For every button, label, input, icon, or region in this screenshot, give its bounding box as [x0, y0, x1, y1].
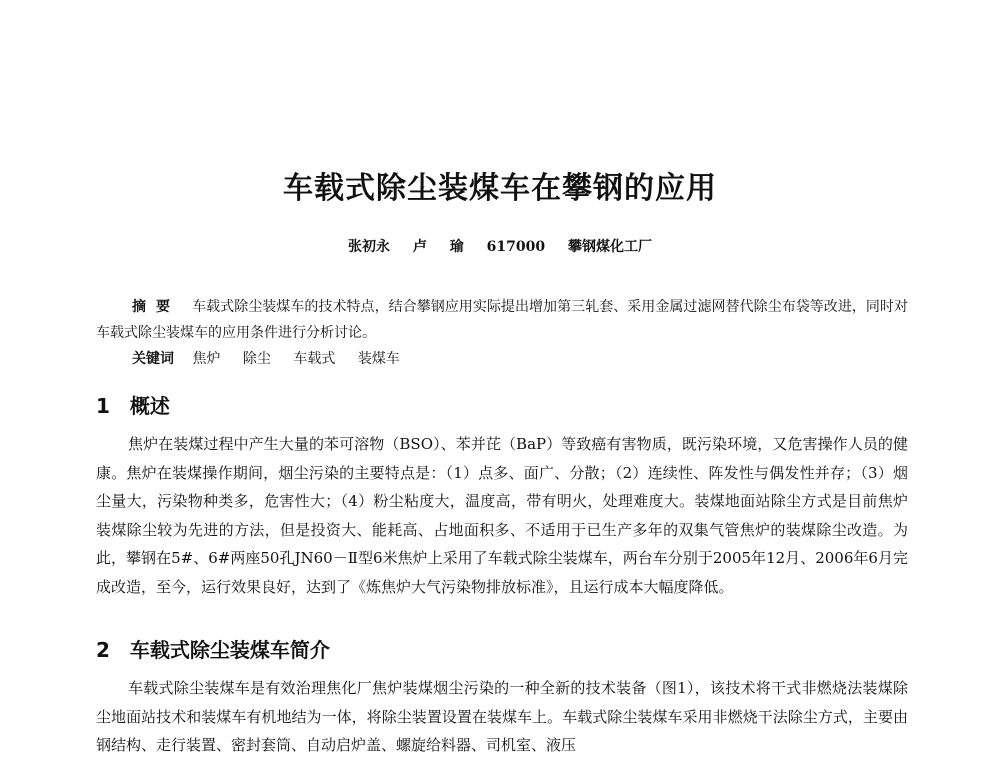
author-line: [0, 236, 1000, 256]
section-heading: [96, 634, 330, 663]
abstract: [96, 294, 908, 346]
keyword: 车载式: [293, 351, 336, 367]
section-title: 概述: [129, 394, 170, 418]
keywords-label: 关键词: [132, 351, 174, 367]
keyword: 焦炉: [192, 351, 221, 367]
section-number: 1: [96, 394, 110, 418]
author-name: 瑜: [449, 239, 464, 255]
keyword: 除尘: [242, 351, 271, 367]
section-paragraph: 车载式除尘装煤车是有效治理焦化厂焦炉装煤烟尘污染的一种全新的技术装备（图1），该技术将干式非燃烧法装煤除尘地面站技术和装煤车有机地结为一体，将除尘装置设置在装煤车上。车载式除尘装煤车采用非燃烧干法除尘方式，主要由钢结构、走行装置、密封套筒、自动启炉盖、螺旋给料器、司机室、液压: [96, 679, 908, 754]
section-paragraph: 焦炉在装煤过程中产生大量的苯可溶物（BSO）、苯并芘（BaP）等致癌有害物质，既污染环境，又危害操作人员的健康。焦炉在装煤操作期间，烟尘污染的主要特点是：（1）点多、面广、分散；（2）连续性、阵发性与偶发性并存；（3）烟尘量大，污染物种类多，危害性大；（4）粉尘粘度大，温度高，带有明火，处理难度大。装煤地面站除尘方式是目前焦炉装煤除尘较为先进的方法，但是投资大、能耗高、占地面积多、不适用于已生产多年的双集气管焦炉的装煤除尘改造。为此，攀钢在5#、6#两座50孔JN60－Ⅱ型6米焦炉上采用了车载式除尘装煤车，两台车分别于2005年12月、2006年6月完成改造，至今，运行效果良好，达到了《炼焦炉大气污染物排放标准》，且运行成本大幅度降低。: [96, 435, 908, 596]
postcode: 617000: [486, 239, 546, 255]
author-name: 卢: [412, 239, 427, 255]
author-name: 张初永: [348, 239, 391, 255]
keyword: 装煤车: [357, 351, 400, 367]
keywords: [132, 348, 418, 368]
affiliation: 攀钢煤化工厂: [567, 239, 652, 255]
section-number: 2: [96, 638, 110, 662]
section-title: 车载式除尘装煤车简介: [129, 638, 330, 662]
abstract-label: 摘要: [132, 299, 181, 315]
paper-title: 车载式除尘装煤车在攀钢的应用: [283, 171, 717, 206]
abstract-text: 车载式除尘装煤车的技术特点，结合攀钢应用实际提出增加第三轧套、采用金属过滤网替代除尘布袋等改进，同时对车载式除尘装煤车的应用条件进行分析讨论。: [96, 299, 908, 341]
section-heading: [96, 390, 170, 419]
